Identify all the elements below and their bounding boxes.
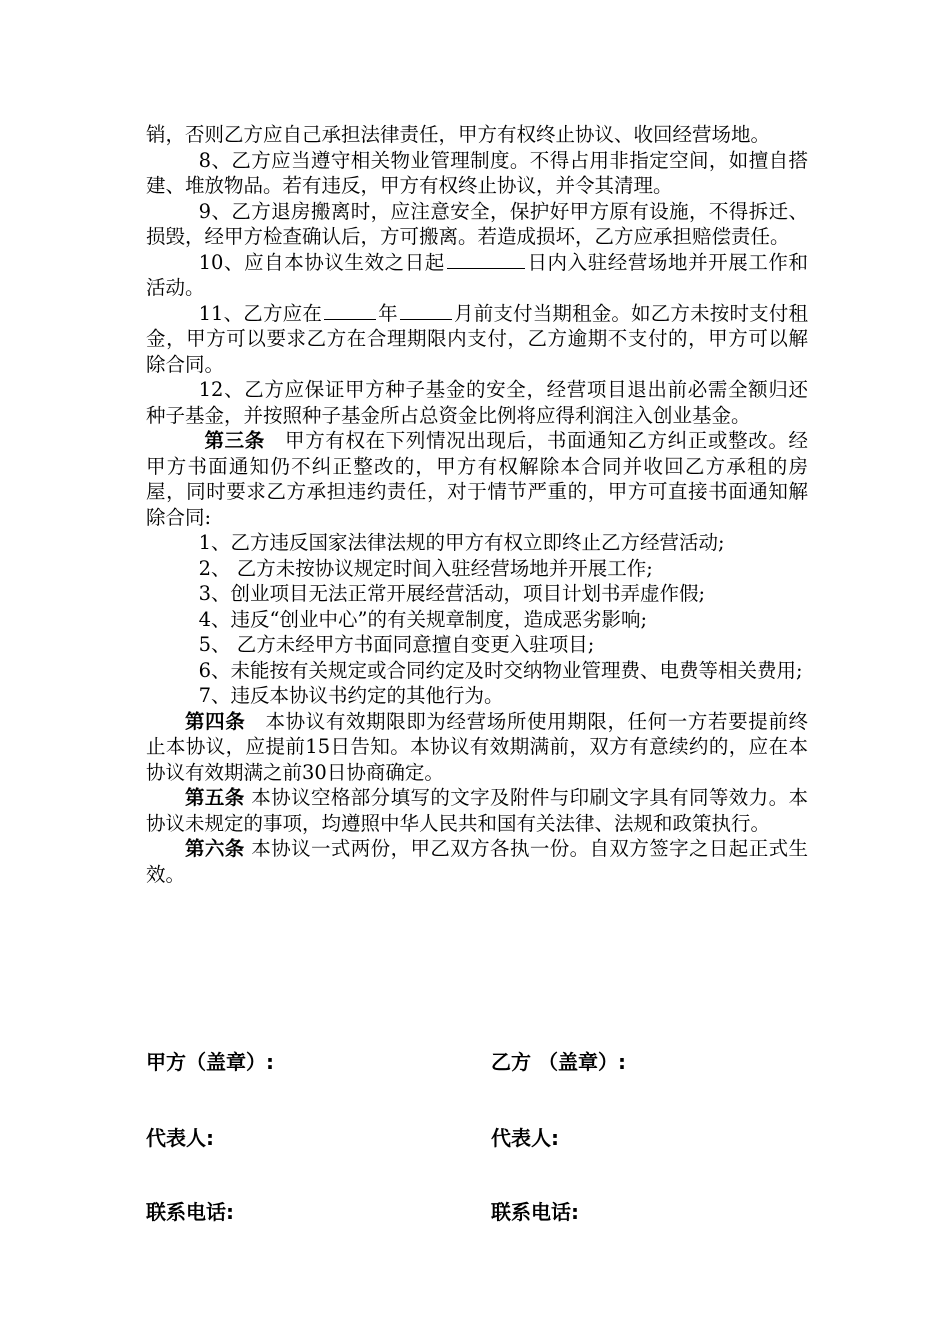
fill-blank-year [324,318,376,320]
article-3-item-7: 7、违反本协议书约定的其他行为。 [198,684,504,707]
fill-blank-days [447,267,525,269]
party-a-seal-label: 甲方（盖章）: [146,1050,274,1074]
clause-10: 10、应自本协议生效之日起 日内入驻经营场地并开展工作和活动。 [146,250,808,299]
article-3-item-2: 2、 乙方未按协议规定时间入驻经营场地并开展工作; [198,556,653,580]
party-a-phone-label: 联系电话: [146,1200,234,1224]
clause-12: 12、乙方应保证甲方种子基金的安全，经营项目退出前必需全额归还种子基金，并按照种子基金所占总资金比例将应得利润注入创业基金。 [146,378,808,427]
article-6-heading: 第六条 [185,837,245,860]
article-4-heading: 第四条 [185,709,246,733]
article-3-item-5: 5、 乙方未经甲方书面同意擅自变更入驻项目; [198,633,595,656]
article-5: 第五条 本协议空格部分填写的文字及附件与印刷文字具有同等效力。本协议未规定的事项，均遵照中华人民共和国有关法律、法规和政策执行。 [146,786,808,835]
article-4: 第四条 本协议有效期限即为经营场所使用期限，任何一方若要提前终止本协议，应提前15日告知。本协议有效期满前，双方有意续约的，应在本协议有效期满之前30日协商确定。 [146,709,808,784]
clause-8: 8、乙方应当遵守相关物业管理制度。不得占用非指定空间，如擅自搭建、堆放物品。若有违反，甲方有权终止协议，并令其清理。 [146,148,808,197]
party-b-representative-label: 代表人: [491,1126,559,1150]
party-b-phone-label: 联系电话: [491,1200,579,1224]
article-3-item-3: 3、创业项目无法正常开展经营活动，项目计划书弄虚作假; [198,582,706,605]
party-b-seal-label: 乙方 （盖章）: [491,1050,626,1074]
article-3-heading: 第三条 [204,429,265,452]
article-5-heading: 第五条 [185,786,245,809]
article-3-item-1: 1、乙方违反国家法律法规的甲方有权立即终止乙方经营活动; [198,531,725,554]
party-a-representative-label: 代表人: [146,1126,214,1150]
article-3-item-6: 6、未能按有关规定或合同约定及时交纳物业管理费、电费等相关费用; [198,658,803,682]
article-3-item-4: 4、违反“创业中心”的有关规章制度，造成恶劣影响; [198,607,648,631]
fill-blank-month [400,318,452,320]
article-6: 第六条 本协议一式两份，甲乙双方各执一份。自双方签字之日起正式生效。 [146,837,808,886]
clause-continuation: 销，否则乙方应自己承担法律责任，甲方有权终止协议、收回经营场地。 [146,123,771,146]
contract-body [146,122,808,887]
article-3: 第三条 甲方有权在下列情况出现后，书面通知乙方纠正或整改。经甲方书面通知仍不纠正整改的，甲方有权解除本合同并收回乙方承租的房屋，同时要求乙方承担违约责任，对于情节严重的，甲方可直接书面通知解除合同: [146,429,808,529]
clause-9: 9、乙方退房搬离时，应注意安全，保护好甲方原有设施，不得拆迁、损毁，经甲方检查确认后，方可搬离。若造成损坏，乙方应承担赔偿责任。 [146,199,808,248]
clause-11: 11、乙方应在 年 月前支付当期租金。如乙方未按时支付租金，甲方可以要求乙方在合理期限内支付，乙方逾期不支付的，甲方可以解除合同。 [146,301,808,376]
